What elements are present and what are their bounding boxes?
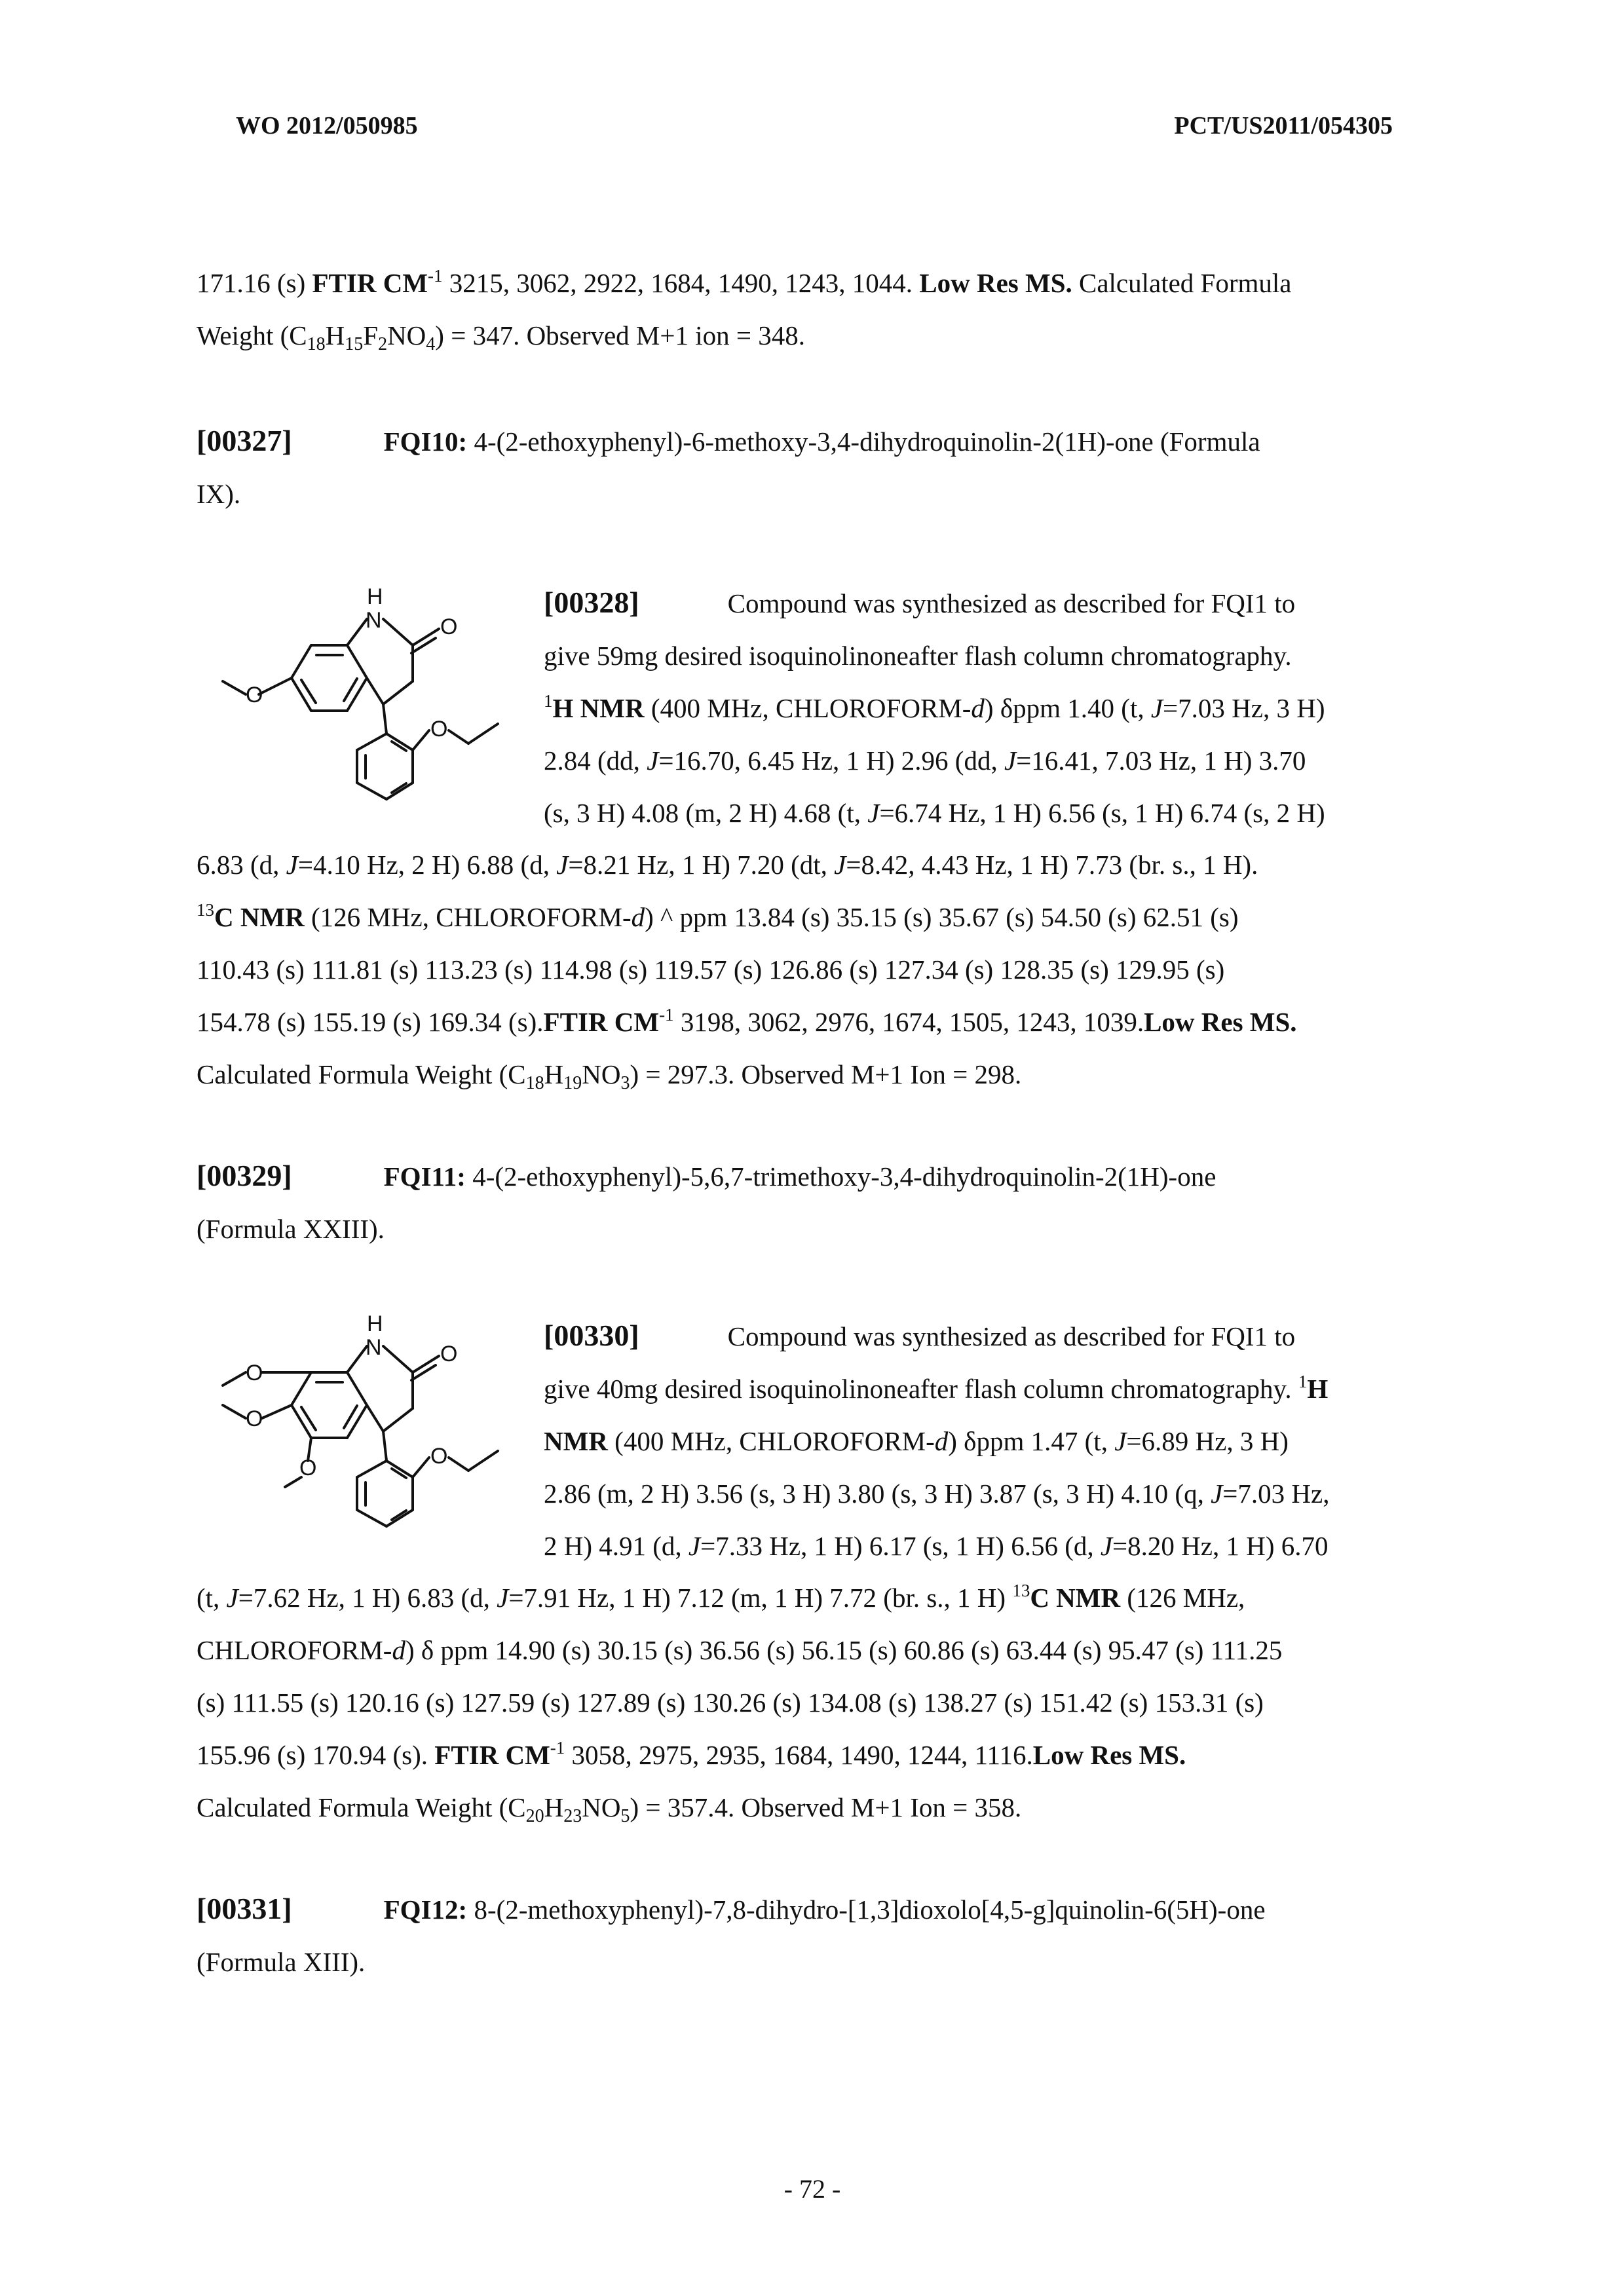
svg-text:O: O xyxy=(246,1361,263,1385)
svg-text:H: H xyxy=(367,584,383,609)
paragraph-00331: [00331] FQI12: 8-(2-methoxyphenyl)-7,8-dihydro-[1,3]dioxolo[4,5-g]quinolin-6(5H)-one (Formula XIII). xyxy=(197,1892,1266,1977)
svg-text:O: O xyxy=(430,1444,448,1469)
chemical-structure-fqi10 xyxy=(210,583,524,806)
svg-text:O: O xyxy=(299,1456,317,1480)
chemical-structure-fqi11 xyxy=(210,1310,524,1566)
paragraph-00328-inset: [00328] Compound was synthesized as described for FQI1 to give 59mg desired isoquinolinoneafter flash column chromatography. $^1$H NMR (400 MHz, CHLOROFORM-d) δppm 1.40 (t, J=7.03 Hz, 3 H) 2.84 (dd, J=16.70, 6.45 Hz, 1 H) 2.96 (dd, J=16.41, 7.03 Hz, 1 H) 3.70 (s, 3 H) 4.08 (m, 2 H) 4.68 (t, J=6.74 Hz, 1 H) 6.56 (s, 1 H) 6.74 (s, 2 H) xyxy=(544,586,1325,828)
header-publication-number: WO 2012/050985 xyxy=(236,112,418,140)
svg-text:O: O xyxy=(440,1342,458,1366)
paragraph-00330-inset: [00330] Compound was synthesized as described for FQI1 to give 40mg desired isoquinolinoneafter flash column chromatography. $^1$H NMR (400 MHz, CHLOROFORM-d) δppm 1.47 (t, J=6.89 Hz, 3 H) 2.86 (m, 2 H) 3.56 (s, 3 H) 3.80 (s, 3 H) 3.87 (s, 3 H) 4.10 (q, J=7.03 Hz, 2 H) 4.91 (d, J=7.33 Hz, 1 H) 6.17 (s, 1 H) 6.56 (d, J=8.20 Hz, 1 H) 6.70 xyxy=(544,1319,1330,1561)
paragraph-number: [00329] xyxy=(197,1159,292,1192)
paragraph-number: [00331] xyxy=(197,1892,292,1925)
paragraph-number: [00330] xyxy=(544,1319,639,1352)
svg-text:N: N xyxy=(366,608,382,633)
svg-text:H: H xyxy=(367,1311,383,1336)
header-application-number: PCT/US2011/054305 xyxy=(1174,112,1393,140)
svg-text:O: O xyxy=(246,1406,263,1431)
paragraph-number: [00327] xyxy=(197,424,292,457)
svg-text:O: O xyxy=(440,614,458,639)
page-number: - 72 - xyxy=(783,2174,841,2204)
compound-id: FQI11: xyxy=(383,1161,466,1192)
paragraph-number: [00328] xyxy=(544,586,639,619)
svg-text:N: N xyxy=(366,1335,382,1360)
compound-id: FQI12: xyxy=(383,1894,468,1925)
paragraph-00330-full: (t, J=7.62 Hz, 1 H) 6.83 (d, J=7.91 Hz, 1 H) 7.12 (m, 1 H) 7.72 (br. s., 1 H) $^{13}$C NMR (126 MHz, CHLOROFORM-d) δ ppm 14.90 (s) 30.15 (s) 36.56 (s) 56.15 (s) 60.86 (s) 63.44 (s) 95.47 (s) 111.25 (s) 111.55 (s) 120.16 (s) 127.59 (s) 127.89 (s) 130.26 (s) 134.08 (s) 138.27 (s) 151.42 (s) 153.31 (s) 155.96 (s) 170.94 (s). FTIR $CM^{-1}$ 3058, 2975, 2935, 1684, 1490, 1244, 1116.Low Res MS. Calculated Formula Weight $(C_{20}H_{23}NO_5) = 357.4$. Observed M+1 Ion = 358. xyxy=(197,1581,1283,1826)
paragraph-00328-full: 6.83 (d, J=4.10 Hz, 2 H) 6.88 (d, J=8.21 Hz, 1 H) 7.20 (dt, J=8.42, 4.43 Hz, 1 H) 7.73 (br. s., 1 H). $^{13}$C NMR (126 MHz, CHLOROFORM-d) ^ ppm 13.84 (s) 35.15 (s) 35.67 (s) 54.50 (s) 62.51 (s) 110.43 (s) 111.81 (s) 113.23 (s) 114.98 (s) 119.57 (s) 126.86 (s) 127.34 (s) 128.35 (s) 129.95 (s) 154.78 (s) 155.19 (s) 169.34 (s).FTIR $CM^{-1}$ 3198, 3062, 2976, 1674, 1505, 1243, 1039.Low Res MS. Calculated Formula Weight $(C_{18}H_{19}NO_3) = 297.3$. Observed M+1 Ion = 298. xyxy=(197,850,1297,1093)
paragraph-continuation: 171.16 (s) FTIR $CM^{-1}$ 3215, 3062, 2922, 1684, 1490, 1243, 1044. Low Res MS. Calculated Formula Weight $(C_{18}H_{15}F_2NO_4) = 347$. Observed M+1 ion = 348. xyxy=(197,266,1292,354)
svg-text:O: O xyxy=(246,683,263,707)
svg-text:O: O xyxy=(430,717,448,742)
paragraph-00329: [00329] FQI11: 4-(2-ethoxyphenyl)-5,6,7-trimethoxy-3,4-dihydroquinolin-2(1H)-one (Formula XXIII). xyxy=(197,1159,1216,1244)
paragraph-00327: [00327] FQI10: 4-(2-ethoxyphenyl)-6-methoxy-3,4-dihydroquinolin-2(1H)-one (Formula IX). xyxy=(197,424,1260,509)
compound-id: FQI10: xyxy=(383,426,468,457)
